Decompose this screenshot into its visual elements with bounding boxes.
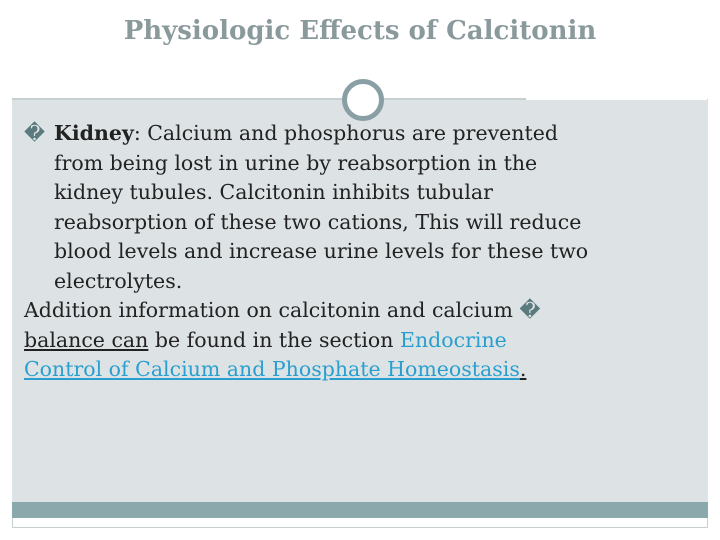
period: . [519,357,527,381]
kidney-text: : Calcium and phosphorus are prevented from being lost in urine by reabsorption in the kidney tubules. Calcitonin inhibits tubular reabsorption of these two cations, This will reduce blood levels and increase urine levels for these two electrolytes. [54,121,589,293]
addition-text-2: balance can [24,327,149,352]
kidney-label: Kidney [54,121,134,145]
circle-ornament-icon [342,79,384,121]
title-divider-left [12,98,342,100]
bullet-icon: � [24,121,46,145]
endocrine-link[interactable]: Endocrine [400,327,507,352]
footer-bar [12,502,708,518]
kidney-bullet [24,119,684,296]
slide-title: Physiologic Effects of Calcitonin [123,16,597,46]
addition-text-3: be found in the section [148,327,400,352]
homeostasis-link[interactable]: Control of Calcium and Phosphate Homeostasis [24,357,520,381]
slide-body [24,119,684,385]
addition-paragraph [24,296,684,385]
bullet-icon-2: � [519,298,541,322]
title-divider-right [380,98,526,100]
addition-text-1: Addition information on calcitonin and calcium [24,298,513,322]
